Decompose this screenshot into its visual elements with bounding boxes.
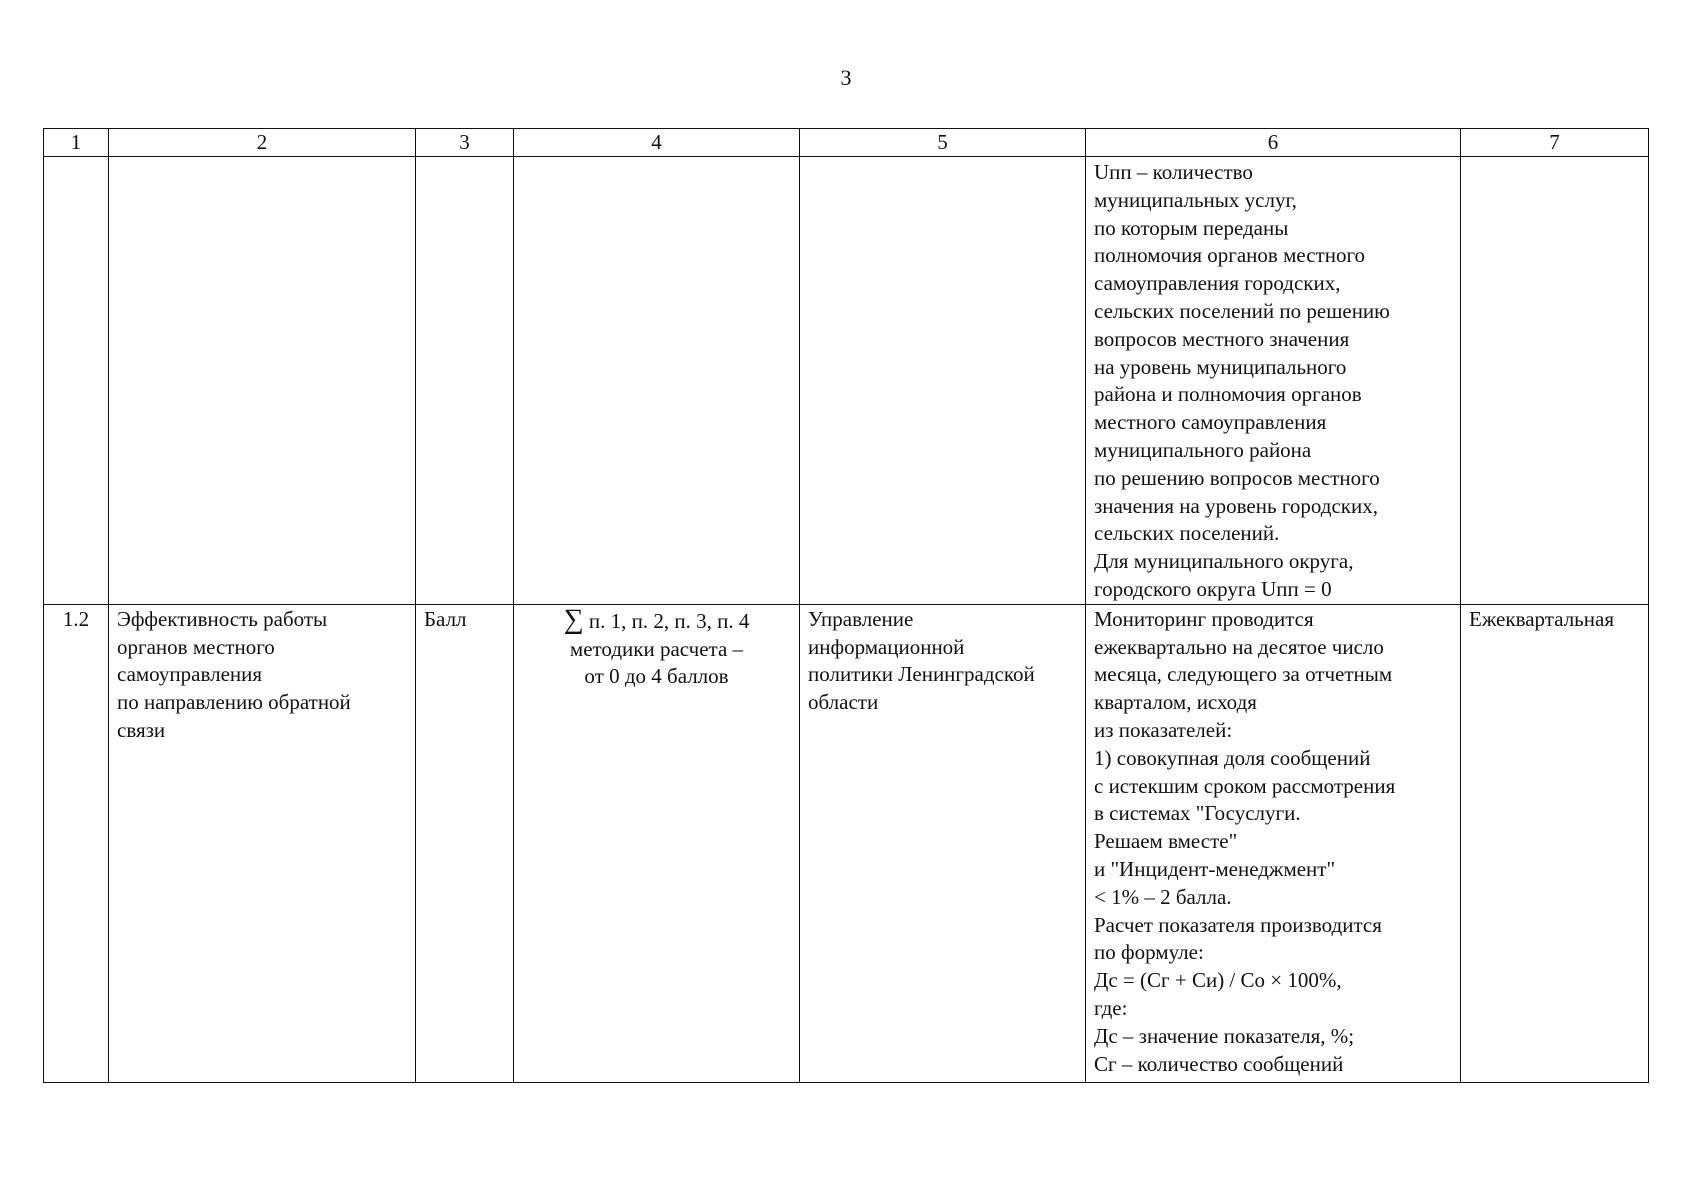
header-cell-3: 3 bbox=[416, 129, 514, 157]
page-number: 3 bbox=[840, 65, 852, 90]
calculation-method-text: п. 1, п. 2, п. 3, п. 4 методики расчета – от 0 до 4 баллов bbox=[569, 608, 750, 689]
responsible-body: Управление информационной политики Ленинградской области bbox=[800, 604, 1086, 1082]
cont-cell-3 bbox=[416, 157, 514, 605]
table-row-continuation bbox=[44, 157, 1649, 605]
cont-cell-6-description: Uпп – количество муниципальных услуг, по которым переданы полномочия органов местного самоуправления городских, сельских поселений по решению вопросов местного значения на уровень муниципального района и полномочия органов местного самоуправления муниципального района по решению вопросов местного значения на уровень городских, сельских поселений. Для муниципального округа, городского округа Uпп = 0 bbox=[1086, 157, 1461, 605]
header-cell-7: 7 bbox=[1461, 129, 1649, 157]
indicator-description: Мониторинг проводится ежеквартально на десятое число месяца, следующего за отчетным кварталом, исходя из показателей: 1) совокупная доля сообщений с истекшим сроком рассмотрения в системах "Госуслуги. Решаем вместе" и "Инцидент-менеджмент" < 1% – 2 балла. Расчет показателя производится по формуле: Дс = (Сг + Си) / Со × 100%, где: Дс – значение показателя, %; Сг – количество сообщений bbox=[1086, 604, 1461, 1082]
sigma-symbol: ∑ bbox=[563, 603, 584, 635]
indicators-table bbox=[43, 128, 1649, 1083]
calculation-method bbox=[514, 604, 800, 1082]
header-cell-5: 5 bbox=[800, 129, 1086, 157]
header-cell-4: 4 bbox=[514, 129, 800, 157]
cont-cell-7 bbox=[1461, 157, 1649, 605]
indicator-name: Эффективность работы органов местного самоуправления по направлению обратной связи bbox=[109, 604, 416, 1082]
cont-cell-5 bbox=[800, 157, 1086, 605]
periodicity: Ежеквартальная bbox=[1461, 604, 1649, 1082]
table-row-1-2 bbox=[44, 604, 1649, 1082]
unit-of-measure: Балл bbox=[416, 604, 514, 1082]
header-row bbox=[44, 129, 1649, 157]
cont-cell-1 bbox=[44, 157, 109, 605]
header-cell-1: 1 bbox=[44, 129, 109, 157]
cont-cell-4 bbox=[514, 157, 800, 605]
cont-cell-2 bbox=[109, 157, 416, 605]
row-number: 1.2 bbox=[44, 604, 109, 1082]
header-cell-6: 6 bbox=[1086, 129, 1461, 157]
header-cell-2: 2 bbox=[109, 129, 416, 157]
